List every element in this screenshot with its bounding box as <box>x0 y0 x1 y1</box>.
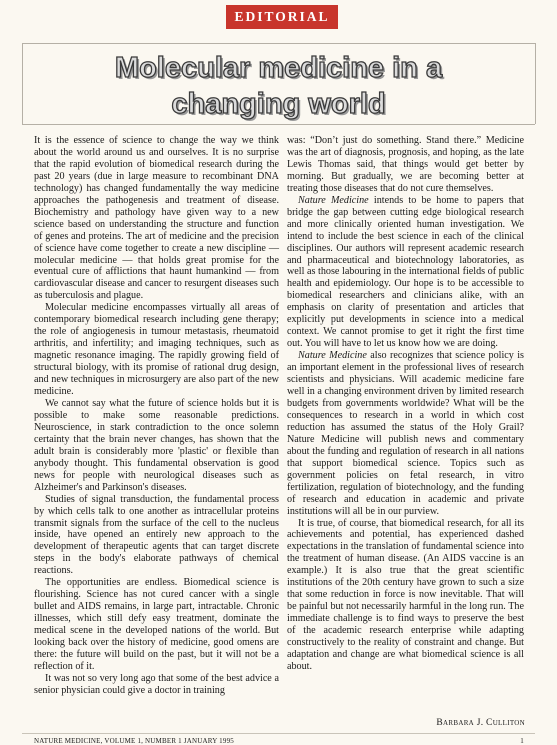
article-title <box>40 50 517 122</box>
left-paragraph-4: Studies of signal transduction, the fundamental process by which cells talk to one another as intracellular proteins transmit signals from the surface of the cell to the nucleus inside, have opened an entirely new approach to the development of therapeutic agents that can target discrete steps in the body's elaborate pathways of chemical reactions. <box>34 493 279 577</box>
title-frame-top <box>22 43 535 44</box>
title-line-1: Molecular medicine in a <box>114 52 443 84</box>
title-frame-right <box>535 43 536 124</box>
right-paragraph-1-text: was: “Don’t just do something. Stand there.” Medicine was the art of diagnosis, prognosis, and hoping, as the late Lewis Thomas said, that things would get better by morning. But gradually, we are becoming better at treating those diseases that do not cure themselves. <box>287 135 524 194</box>
journal-name-emphasis: Nature Medicine <box>298 350 367 362</box>
section-label: EDITORIAL <box>226 5 338 29</box>
title-frame-bottom <box>22 124 535 125</box>
left-paragraph-1: It is the essence of science to change the way we think about the world around us and ourselves. It is no surprise that the rapid evolution of biomedical research during the past 20 years (due in large measure to recombinant DNA technology) has changed fundamentally the way medicine approaches the pathogenesis and treatment of disease. Biochemistry and pathology have given way to a new science based on understanding the structure and function of genes and proteins. The art of medicine and the precision of science have come together to create a new discipline — molecular medicine — that holds great promise for the eventual cure of afflictions that haunt humankind — from cardiovascular disease and cancer to resurgent diseases such as tuberculosis and plague. <box>34 135 279 302</box>
right-paragraph-3 <box>287 350 524 517</box>
left-paragraph-6: It was not so very long ago that some of the best advice a senior physician could give a doctor in training <box>34 672 279 696</box>
right-paragraph-4 <box>287 518 524 673</box>
title-line-2: changing world <box>171 88 386 120</box>
left-paragraph-5: The opportunities are endless. Biomedical science is flourishing. Science has not cured cancer with a single bullet and AIDS remains, in large part, intractable. Chronic illnesses, which still defy easy treatment, dominate the medical scene in the developed nations of the world. But looking back over the history of medicine, good omens are there: the future will build on the past, but it will not be a reflection of it. <box>34 577 279 672</box>
right-paragraph-2-text: intends to be home to papers that bridge the gap between cutting edge biological research and more clinically oriented human investigation. We intend to include the best science in each of the clinical disciplines. Our authors will represent academic research and pharmaceutical and biotechnology laboratories, as well as those labouring in the international fields of public health and epidemiology. Our hope is to be accessible to biomedical researchers and clinicians alike, with an emphasis on clarity of presentation and articles that explicitly put developments in science into a medical context. We cannot promise to get it right the first time out. You will have to let us know how we are doing. <box>287 194 524 350</box>
right-paragraph-1 <box>287 135 524 195</box>
journal-citation: NATURE MEDICINE, VOLUME 1, NUMBER 1 JANUARY 1995 <box>34 737 234 745</box>
title-frame-left <box>22 43 23 124</box>
right-paragraph-3-text: also recognizes that science policy is an important element in the professional lives of research scientists and physicians. Will academic medicine fare well in a changing environment driven by limited research budgets from governments worldwide? What will be the consequences to research in a world in which cost reduction has assumed the status of the Holy Grail? Nature Medicine will publish news and commentary about the funding and regulation of research in all nations that support biomedical science. Topics such as government policies on fetal research, in vitro fertilization, regulation of biotechnology, and the funding of research and education in academic and private institutions will all be in our purview. <box>287 350 524 517</box>
page-footer <box>34 737 524 745</box>
right-paragraph-4-text: It is true, of course, that biomedical research, for all its achievements and potential, has experienced dashed expectations in the translation of fundamental science into the treatment of human disease. (An AIDS vaccine is an example.) It is also true that the great scientific institutions of the 20th century have grown to such a size that some reduction in force is now inevitable. That will be painful but not necessarily harmful in the long run. The immediate challenge is to find ways to preserve the best of the academic research enterprise while adapting constructively to the reality of constraint and change. But adaptation and change are what biomedical science is all about. <box>287 517 524 672</box>
footer-divider <box>22 733 535 734</box>
page-number: 1 <box>520 737 524 745</box>
author-signature: Barbara J. Culliton <box>436 718 525 728</box>
left-paragraph-3: We cannot say what the future of science holds but it is possible to make some reasonable predictions. Neuroscience, in stark contradiction to the once solemn certainty that the brain never changes, has shown that the adult brain is considerably more 'plastic' or flexible than anybody thought. This fundamental observation is good news for people with neurological diseases such as Alzheimer's and Parkinson's diseases. <box>34 397 279 493</box>
journal-name-emphasis: Nature Medicine <box>298 194 369 206</box>
left-paragraph-2: Molecular medicine encompasses virtually all areas of contemporary biomedical research including gene therapy; the role of angiogenesis in tumour metastasis, rheumatoid arthritis, and infertility; and imaging techniques, such as magnetic resonance imaging. The rapidly growing field of structural biology, with its promise of rational drug design, and new techniques in microsurgery are also part of the new medicine. <box>34 302 279 398</box>
left-column <box>34 135 279 697</box>
right-paragraph-2 <box>287 195 524 350</box>
right-column <box>287 135 524 673</box>
